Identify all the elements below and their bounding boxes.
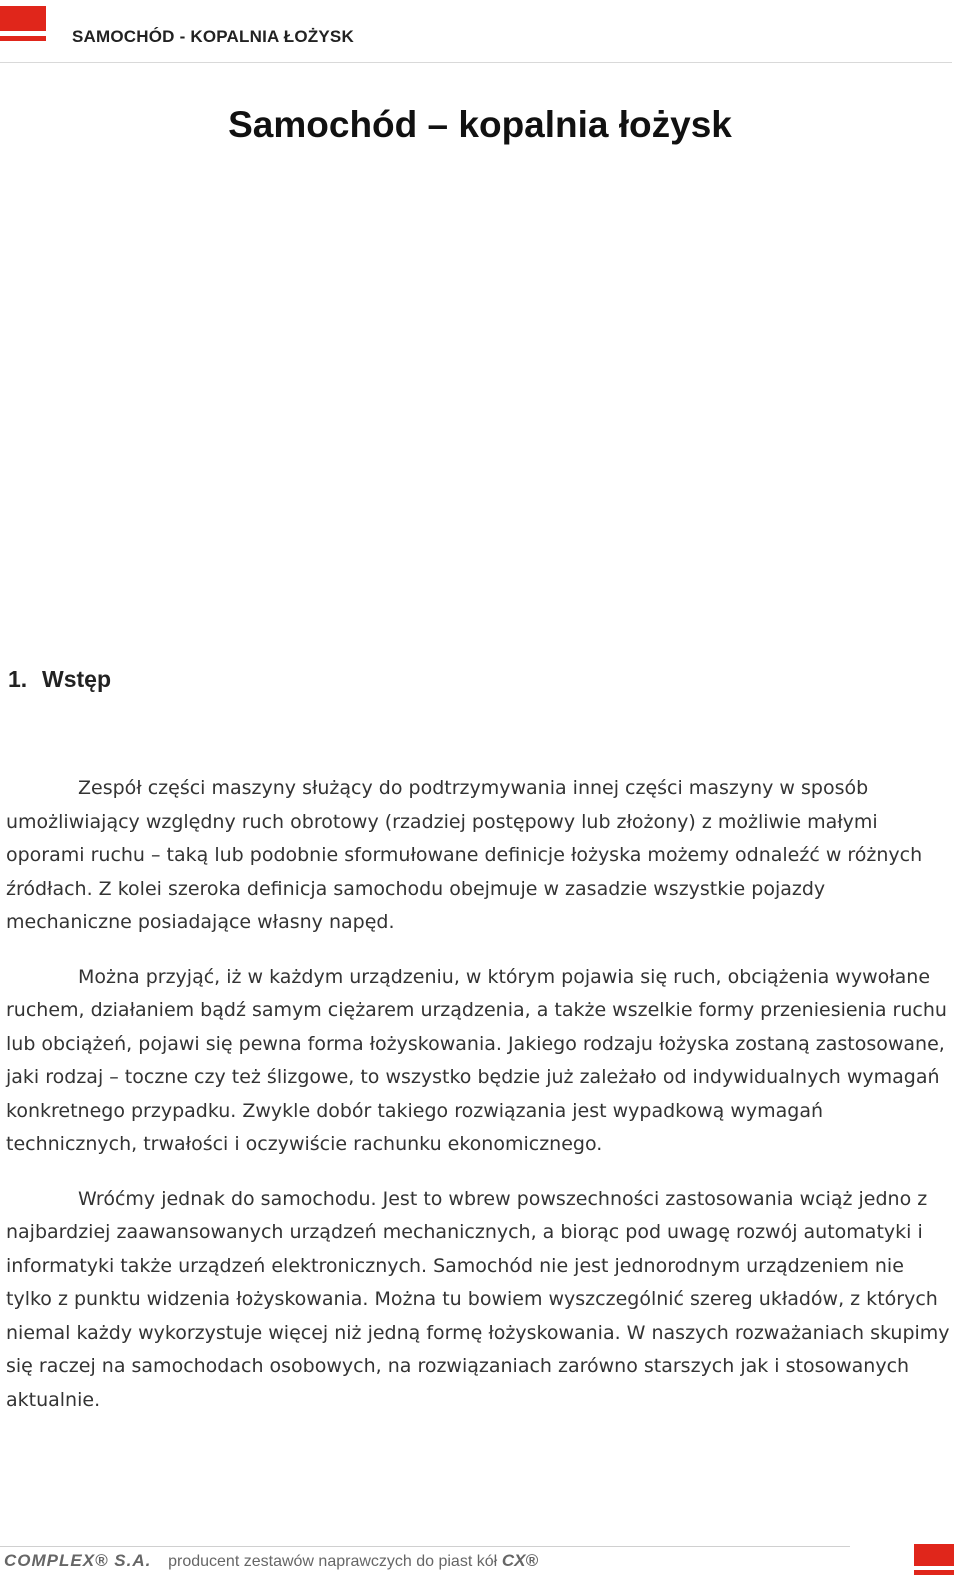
footer-logo-icon	[914, 1544, 954, 1576]
header-logo-icon	[0, 6, 46, 42]
header-divider	[0, 62, 952, 63]
footer-text	[4, 1551, 538, 1572]
footer-brand: CX®	[501, 1551, 539, 1570]
paragraph: Wróćmy jednak do samochodu. Jest to wbrew powszechności zastosowania wciąż jedno z najbardziej zaawansowanych urządzeń mechanicznych, a biorąc pod uwagę rozwój automatyki i informatyki także urządzeń elektronicznych. Samochód nie jest jednorodnym urządzeniem nie tylko z punktu widzenia łożyskowania. Można tu bowiem wyszczególnić szereg układów, z których niemal każdy wykorzystuje więcej niż jedną formę łożyskowania. W naszych rozważaniach skupimy się raczej na samochodach osobowych, na rozwiązaniach zarówno starszych jak i stosowanych aktualnie.	[6, 1187, 950, 1411]
section-number: 1.	[8, 666, 28, 692]
section-heading	[8, 666, 111, 693]
section-title: Wstęp	[42, 666, 111, 692]
paragraph: Można przyjąć, iż w każdym urządzeniu, w którym pojawia się ruch, obciążenia wywołane ruchem, działaniem bądź samym ciężarem urządzenia, a także wszelkie formy przeniesienia ruchu lub obciążeń, pojawi się pewna forma łożyskowania. Jakiego rodzaju łożyska zostaną zastosowane, jaki rodzaj – toczne czy też ślizgowe, to wszystko będzie już zależało od indywidualnych wymagań konkretnego przypadku. Zwykle dobór takiego rozwiązania jest wypadkową wymagań technicznych, trwałości i oczywiście rachunku ekonomicznego.	[6, 965, 947, 1155]
paragraph: Zespół części maszyny służący do podtrzymywania innej części maszyny w sposób umożliwiający względny ruch obrotowy (rzadziej postępowy lub złożony) z możliwie małymi oporami ruchu – taką lub podobnie sformułowane definicje łożyska możemy odnaleźć w różnych źródłach. Z kolei szeroka definicja samochodu obejmuje w zasadzie wszystkie pojazdy mechaniczne posiadające własny napęd.	[6, 777, 923, 933]
document-title: Samochód – kopalnia łożysk	[228, 104, 732, 145]
header-title: SAMOCHÓD - KOPALNIA ŁOŻYSK	[72, 27, 354, 46]
logo-bar	[914, 1570, 954, 1575]
body-text	[6, 772, 952, 1438]
footer-company: COMPLEX® S.A.	[4, 1551, 152, 1570]
footer-tagline: producent zestawów naprawczych do piast kół	[168, 1553, 498, 1570]
logo-square	[0, 6, 46, 31]
footer-divider	[0, 1546, 850, 1547]
logo-bar	[0, 36, 46, 41]
logo-square	[914, 1544, 954, 1566]
